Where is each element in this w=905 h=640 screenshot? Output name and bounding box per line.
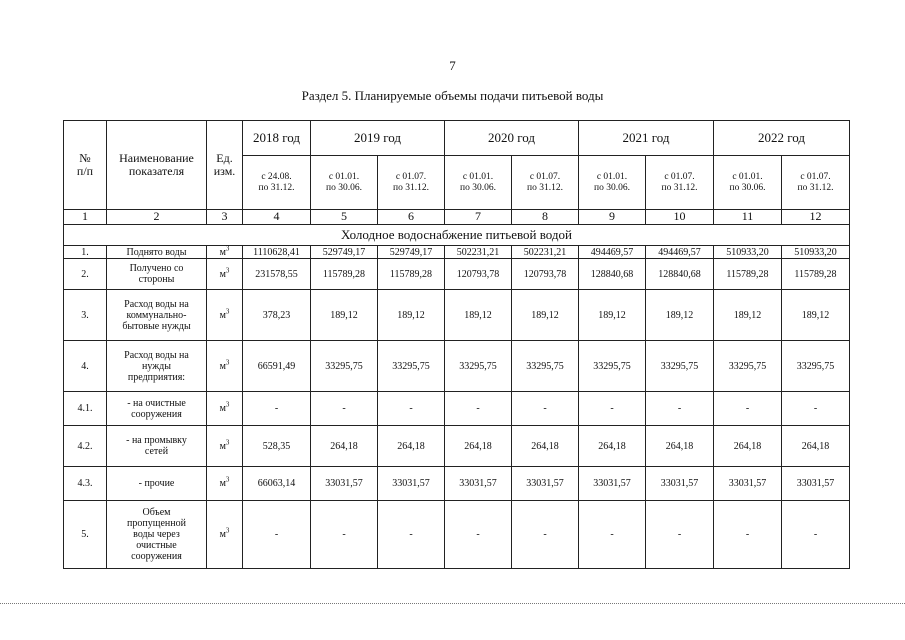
row-value: 189,12: [445, 290, 512, 341]
row-value: 33031,57: [512, 467, 579, 501]
row-number: 2.: [64, 259, 107, 290]
unit-base: м: [219, 403, 226, 414]
row-name: Получено со стороны: [107, 259, 207, 290]
row-value: 33295,75: [579, 341, 646, 392]
section-row: [64, 225, 850, 246]
row-value: -: [782, 392, 850, 426]
row-name: - на промывку сетей: [107, 426, 207, 467]
page-bottom-border: [0, 603, 905, 604]
row-value: 33031,57: [378, 467, 445, 501]
unit-exponent: 3: [225, 438, 230, 447]
row-value: -: [579, 392, 646, 426]
row-value: 33031,57: [646, 467, 714, 501]
row-value: 33031,57: [579, 467, 646, 501]
row-value: -: [378, 392, 445, 426]
row-unit: [207, 259, 243, 290]
row-value: 264,18: [646, 426, 714, 467]
row-value: 115789,28: [714, 259, 782, 290]
column-number: 10: [646, 210, 714, 225]
row-value: 128840,68: [646, 259, 714, 290]
unit-base: м: [219, 529, 226, 540]
section-title: Раздел 5. Планируемые объемы подачи питьевой воды: [301, 88, 604, 103]
period-header: с 01.07. по 31.12.: [782, 156, 850, 210]
row-number: 5.: [64, 501, 107, 569]
row-value: 529749,17: [311, 246, 378, 259]
row-value: 529749,17: [378, 246, 445, 259]
row-number: 4.3.: [64, 467, 107, 501]
page-number: 7: [449, 58, 456, 73]
table-row: [64, 467, 850, 501]
column-number: 5: [311, 210, 378, 225]
row-unit: [207, 426, 243, 467]
row-value: 264,18: [311, 426, 378, 467]
row-unit: [207, 246, 243, 259]
year-header: 2022 год: [714, 121, 850, 156]
row-unit: [207, 467, 243, 501]
row-name: - прочие: [107, 467, 207, 501]
column-number: 2: [107, 210, 207, 225]
row-number: 3.: [64, 290, 107, 341]
header-row-years: [64, 121, 850, 156]
row-number: 4.2.: [64, 426, 107, 467]
row-value: 120793,78: [512, 259, 579, 290]
row-value: 494469,57: [646, 246, 714, 259]
row-value: 189,12: [646, 290, 714, 341]
row-value: 502231,21: [445, 246, 512, 259]
period-header: с 24.08. по 31.12.: [243, 156, 311, 210]
row-value: 264,18: [714, 426, 782, 467]
col-header-name: Наименование показателя: [107, 121, 207, 210]
row-name: - на очистные сооружения: [107, 392, 207, 426]
row-value: 264,18: [378, 426, 445, 467]
row-value: 128840,68: [579, 259, 646, 290]
unit-base: м: [219, 478, 226, 489]
table-row: [64, 392, 850, 426]
column-number: 11: [714, 210, 782, 225]
row-number: 1.: [64, 246, 107, 259]
row-value: 66063,14: [243, 467, 311, 501]
table-row: [64, 246, 850, 259]
row-unit: [207, 392, 243, 426]
row-value: 528,35: [243, 426, 311, 467]
unit-base: м: [219, 268, 226, 280]
row-value: 264,18: [512, 426, 579, 467]
unit-base: м: [219, 309, 226, 321]
row-value: 189,12: [714, 290, 782, 341]
row-value: -: [714, 392, 782, 426]
col-header-number: № п/п: [64, 121, 107, 210]
row-value: 510933,20: [782, 246, 850, 259]
row-value: 1110628,41: [243, 246, 311, 259]
row-value: 264,18: [445, 426, 512, 467]
unit-base: м: [219, 440, 226, 452]
row-value: 120793,78: [445, 259, 512, 290]
col-header-unit: Ед. изм.: [207, 121, 243, 210]
row-value: 66591,49: [243, 341, 311, 392]
column-number: 3: [207, 210, 243, 225]
row-value: -: [782, 501, 850, 569]
row-value: 115789,28: [782, 259, 850, 290]
row-value: 189,12: [782, 290, 850, 341]
row-value: -: [646, 501, 714, 569]
column-number: 7: [445, 210, 512, 225]
period-header: с 01.07. по 31.12.: [512, 156, 579, 210]
column-number: 6: [378, 210, 445, 225]
unit-exponent: 3: [225, 400, 230, 409]
table-row: [64, 501, 850, 569]
row-value: -: [714, 501, 782, 569]
row-value: 33295,75: [646, 341, 714, 392]
table-row: [64, 426, 850, 467]
year-header: 2019 год: [311, 121, 445, 156]
row-value: 264,18: [782, 426, 850, 467]
row-value: 494469,57: [579, 246, 646, 259]
row-name: Объем пропущенной воды через очистные сооружения: [107, 501, 207, 569]
row-value: 189,12: [512, 290, 579, 341]
row-value: -: [311, 392, 378, 426]
unit-exponent: 3: [225, 475, 230, 484]
column-numbers-row: [64, 210, 850, 225]
row-value: 33031,57: [714, 467, 782, 501]
table-row: [64, 259, 850, 290]
period-header: с 01.01. по 30.06.: [714, 156, 782, 210]
row-value: 502231,21: [512, 246, 579, 259]
period-header: с 01.07. по 31.12.: [646, 156, 714, 210]
row-value: 33295,75: [311, 341, 378, 392]
period-header: с 01.01. по 30.06.: [445, 156, 512, 210]
row-number: 4.1.: [64, 392, 107, 426]
table-row: [64, 341, 850, 392]
row-value: 189,12: [311, 290, 378, 341]
row-name: Поднято воды: [107, 246, 207, 259]
unit-exponent: 3: [225, 526, 230, 535]
row-value: 510933,20: [714, 246, 782, 259]
row-value: 33031,57: [445, 467, 512, 501]
row-value: -: [579, 501, 646, 569]
unit-exponent: 3: [225, 307, 230, 316]
row-unit: [207, 290, 243, 341]
column-number: 9: [579, 210, 646, 225]
unit-base: м: [219, 246, 226, 258]
row-value: -: [378, 501, 445, 569]
row-value: -: [243, 501, 311, 569]
row-value: 33295,75: [782, 341, 850, 392]
unit-exponent: 3: [225, 244, 230, 253]
row-value: 33295,75: [714, 341, 782, 392]
row-unit: [207, 501, 243, 569]
row-value: 33295,75: [445, 341, 512, 392]
unit-base: м: [219, 360, 226, 372]
row-value: 378,23: [243, 290, 311, 341]
year-header: 2020 год: [445, 121, 579, 156]
row-value: -: [445, 392, 512, 426]
unit-exponent: 3: [225, 266, 230, 275]
row-value: -: [445, 501, 512, 569]
row-value: 33031,57: [782, 467, 850, 501]
row-name: Расход воды на коммунально- бытовые нужды: [107, 290, 207, 341]
column-number: 12: [782, 210, 850, 225]
unit-exponent: 3: [225, 358, 230, 367]
period-header: с 01.01. по 30.06.: [311, 156, 378, 210]
column-number: 4: [243, 210, 311, 225]
row-unit: [207, 341, 243, 392]
row-value: -: [243, 392, 311, 426]
water-supply-table: [63, 120, 850, 569]
year-header: 2021 год: [579, 121, 714, 156]
row-value: 189,12: [378, 290, 445, 341]
row-value: -: [311, 501, 378, 569]
column-number: 8: [512, 210, 579, 225]
table-row: [64, 290, 850, 341]
row-value: 33295,75: [378, 341, 445, 392]
row-number: 4.: [64, 341, 107, 392]
row-value: 264,18: [579, 426, 646, 467]
row-value: 189,12: [579, 290, 646, 341]
period-header: с 01.01. по 30.06.: [579, 156, 646, 210]
row-value: 231578,55: [243, 259, 311, 290]
period-header: с 01.07. по 31.12.: [378, 156, 445, 210]
row-value: -: [512, 392, 579, 426]
row-value: -: [646, 392, 714, 426]
year-header: 2018 год: [243, 121, 311, 156]
row-name: Расход воды на нужды предприятия:: [107, 341, 207, 392]
section-label: Холодное водоснабжение питьевой водой: [64, 225, 850, 246]
column-number: 1: [64, 210, 107, 225]
row-value: 115789,28: [311, 259, 378, 290]
row-value: -: [512, 501, 579, 569]
row-value: 33295,75: [512, 341, 579, 392]
row-value: 33031,57: [311, 467, 378, 501]
row-value: 115789,28: [378, 259, 445, 290]
